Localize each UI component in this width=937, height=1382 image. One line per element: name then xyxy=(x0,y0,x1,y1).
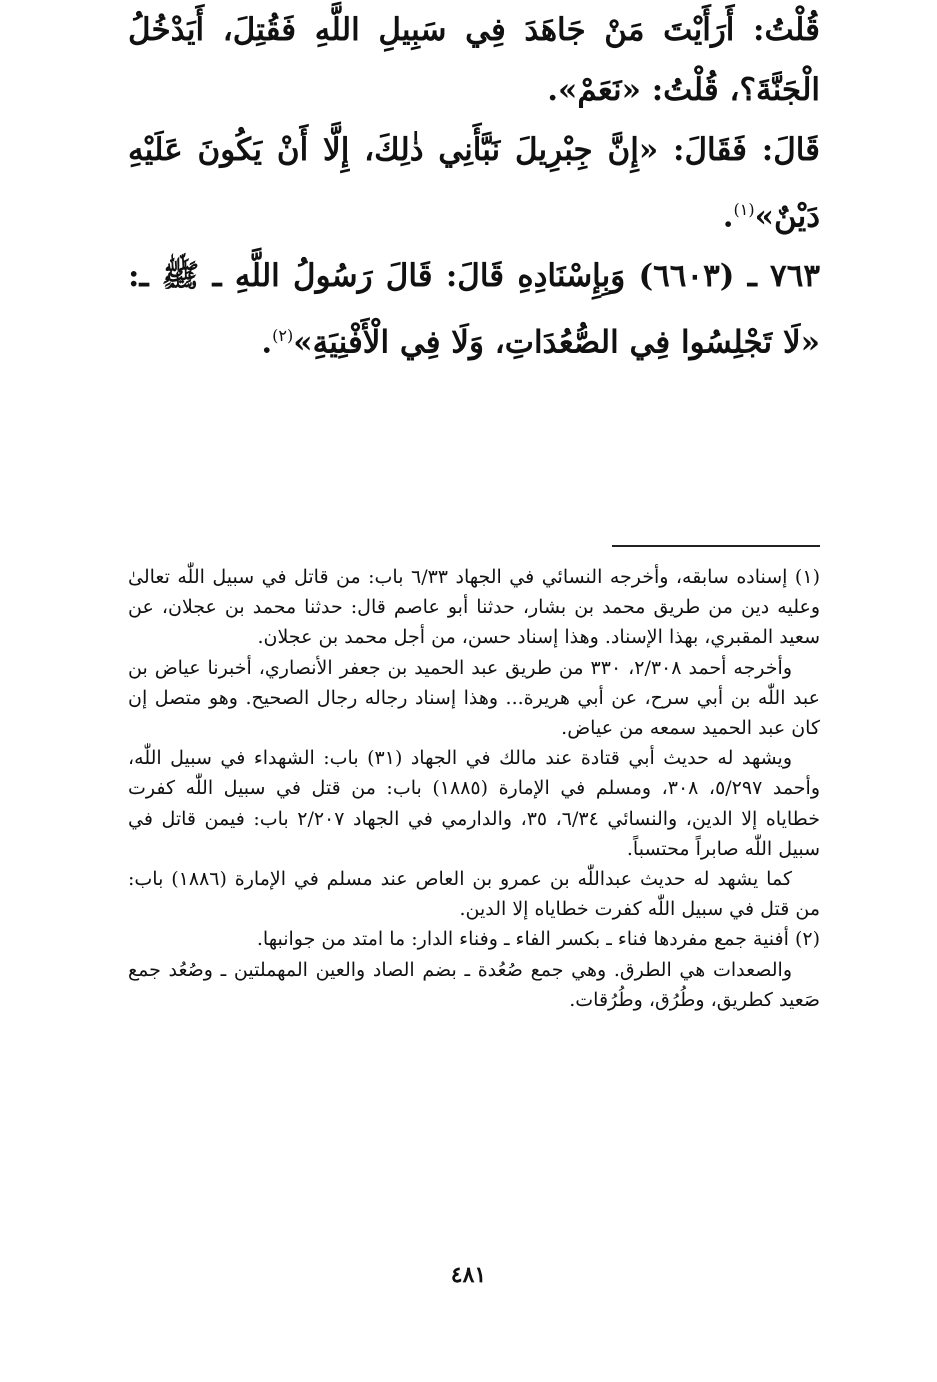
footnote-1-continued-muslim: كما يشهد له حديث عبداللّٰه بن عمرو بن العاص عند مسلم في الإمارة (١٨٨٦) باب: من قتل في سبيل اللّٰه كفرت خطاياه إلا الدين. xyxy=(128,868,820,921)
hadith-763-paragraph xyxy=(128,246,820,372)
footnote-2-continued: والصعدات هي الطرق. وهي جمع صُعُدة ـ بضم الصاد والعين المهملتين ـ وصُعُد جمع صَعيد كطريق، وطُرُق، وطُرُقات. xyxy=(128,958,820,1011)
hadith-answer-text: قَالَ: فَقَالَ: «إِنَّ جِبْرِيلَ نَبَّأَنِي ذٰلِكَ، إِلَّا أَنْ يَكُونَ عَلَيْهِ دَيْنٌ» xyxy=(128,132,820,235)
footnote-1-continued-witness: ويشهد له حديث أبي قتادة عند مالك في الجهاد (٣١) باب: الشهداء في سبيل اللّٰه، وأحمد ٥/٢٩٧، ٣٠٨، ومسلم في الإمارة (١٨٨٥) باب: من قتل في سبيل اللّٰه كفرت خطاياه إلا الدين، والنسائي ٦/٣٤، ٣٥، والدارمي في الجهاد ٢/٢٠٧ باب: فيمن قاتل في سبيل اللّٰه صابراً محتسباً. xyxy=(128,747,821,860)
footnote-1-continued-ahmad: وأخرجه أحمد ٢/٣٠٨، ٣٣٠ من طريق عبد الحميد بن جعفر الأنصاري، أخبرنا عياض بن عبد اللّٰه بن أبي سرح، عن أبي هريرة... وهذا إسناد رجاله رجال الصحيح. وهو متصل إن كان عبد الحميد سمعه من عياض. xyxy=(128,656,820,740)
footnote-ref-2: (٢) xyxy=(272,326,294,346)
main-text xyxy=(128,0,820,373)
footnote-divider xyxy=(612,545,820,547)
footnote-1: (١) إسناده سابقه، وأخرجه النسائي في الجهاد ٦/٣٣ باب: من قاتل في سبيل اللّٰه تعالىٰ وعليه دين من طريق محمد بن بشار، حدثنا أبو عاصم قال: حدثنا محمد بن عجلان، عن سعيد المقبري، بهذا الإسناد. وهذا إسناد حسن، من أجل محمد بن عجلان. xyxy=(128,566,820,649)
hadith-answer-paragraph xyxy=(128,120,820,246)
hadith-answer-end: . xyxy=(722,198,734,235)
hadith-763-end: . xyxy=(261,324,273,361)
page-number: ٤٨١ xyxy=(450,1262,487,1288)
hadith-question-paragraph: قُلْتُ: أَرَأَيْتَ مَنْ جَاهَدَ فِي سَبِيلِ اللَّهِ فَقُتِلَ، أَيَدْخُلُ الْجَنَّةَ؟، قُلْتُ: «نَعَمْ». xyxy=(128,12,820,108)
footnote-2: (٢) أفنية جمع مفردها فناء ـ بكسر الفاء ـ وفناء الدار: ما امتد من جوانبها. xyxy=(256,928,820,951)
footnotes xyxy=(128,562,820,1015)
hadith-763-text: ٧٦٣ ـ (٦٦٠٣) وَبِإِسْنَادِهِ قَالَ: قَالَ رَسُولُ اللَّهِ ـ ﷺ ـ: «لَا تَجْلِسُوا فِي الصُّعُدَاتِ، وَلَا فِي الْأَفْنِيَةِ» xyxy=(128,258,820,361)
footnote-ref-1: (١) xyxy=(733,200,755,219)
